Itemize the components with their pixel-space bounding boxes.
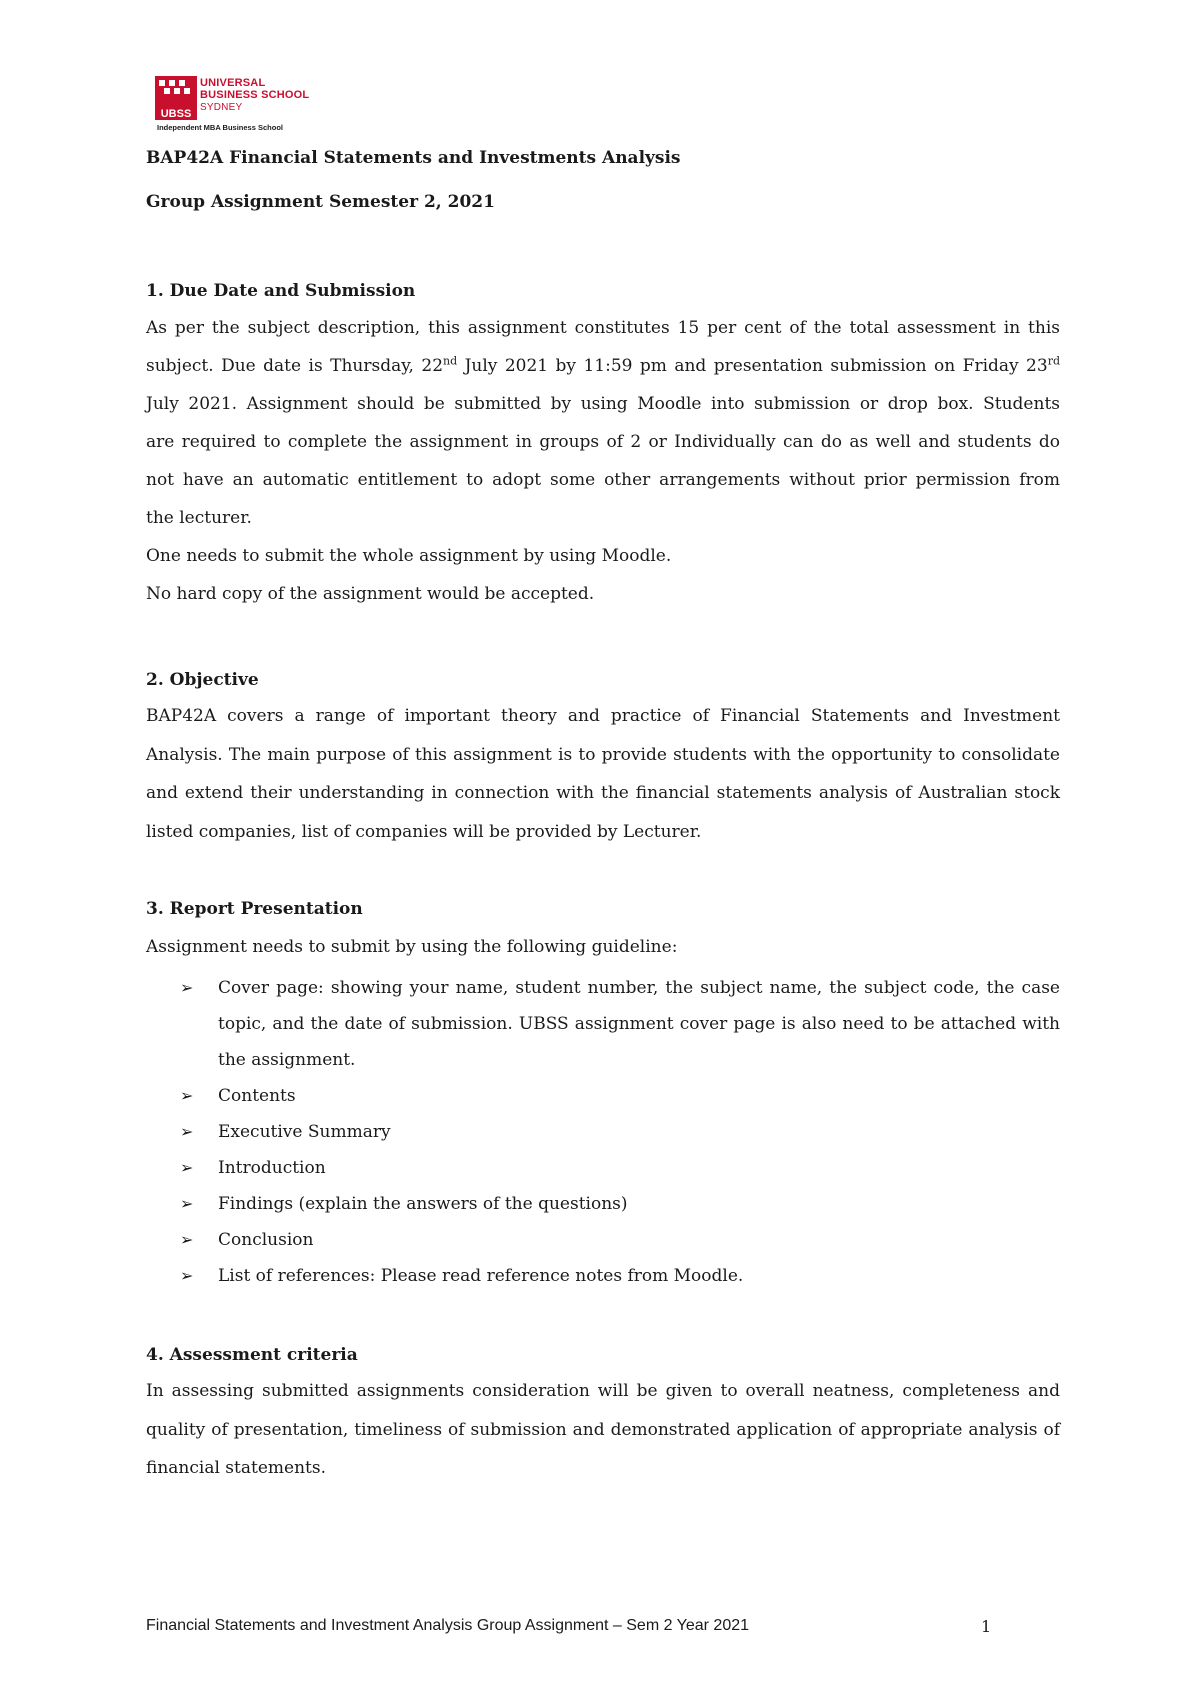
due-line-8: No hard copy of the assignment would be accepted. xyxy=(146,584,595,604)
list-item xyxy=(180,1150,1060,1186)
report-intro: Assignment needs to submit by using the following guideline: xyxy=(146,937,678,957)
due-line-4: are required to complete the assignment in groups of 2 or Individually can do as well and students do xyxy=(146,432,1060,452)
ubss-logo-mark xyxy=(155,76,197,120)
list-item xyxy=(180,970,1060,1078)
objective-body: BAP42A covers a range of important theory and practice of Financial Statements and Investment Analysis. The main purpose of this assignment is to provide students with the opportunity to consolidate and extend their understanding in connection with the financial statements analysis of Australian stock listed companies, list of companies will be provided by Lecturer. xyxy=(146,706,1060,842)
list-item xyxy=(180,1258,1060,1294)
page-footer: Financial Statements and Investment Analysis Group Assignment – Sem 2 Year 2021 xyxy=(146,1617,750,1634)
arrow-bullet-icon: ➢ xyxy=(180,1266,194,1285)
logo-badge: UBSS xyxy=(160,108,192,120)
list-item xyxy=(180,1114,1060,1150)
due-line-7: One needs to submit the whole assignment by using Moodle. xyxy=(146,546,672,566)
list-item-text: List of references: Please read reference notes from Moodle. xyxy=(218,1266,744,1286)
arrow-bullet-icon: ➢ xyxy=(180,1230,194,1249)
logo-line-3: SYDNEY xyxy=(200,102,243,113)
section-heading-criteria: 4. Assessment criteria xyxy=(146,1345,358,1365)
list-item-text: Cover page: showing your name, student number, the subject name, the subject code, the case topic, and the date of submission. UBSS assignment cover page is also need to be attached with the assignment. xyxy=(218,978,1060,1070)
list-item-text: Conclusion xyxy=(218,1230,314,1250)
list-item-text: Contents xyxy=(218,1086,296,1106)
list-item-text: Findings (explain the answers of the questions) xyxy=(218,1194,628,1214)
section-heading-due-date: 1. Due Date and Submission xyxy=(146,281,416,301)
arrow-bullet-icon: ➢ xyxy=(180,1122,194,1141)
document-subtitle: Group Assignment Semester 2, 2021 xyxy=(146,192,495,212)
arrow-bullet-icon: ➢ xyxy=(180,1194,194,1213)
arrow-bullet-icon: ➢ xyxy=(180,1086,194,1105)
list-item xyxy=(180,1222,1060,1258)
logo-line-2: BUSINESS SCHOOL xyxy=(200,89,310,101)
page-number: 1 xyxy=(981,1617,992,1636)
logo-line-1: UNIVERSAL xyxy=(200,77,266,89)
document-title: BAP42A Financial Statements and Investments Analysis xyxy=(146,148,681,168)
list-item-text: Executive Summary xyxy=(218,1122,391,1142)
due-line-2: subject. Due date is Thursday, 22nd July 2021 by 11:59 pm and presentation submission on Friday 23rd xyxy=(146,354,1061,376)
section-heading-report: 3. Report Presentation xyxy=(146,899,363,919)
due-line-5: not have an automatic entitlement to adopt some other arrangements without prior permission from xyxy=(146,470,1060,490)
due-line-1: As per the subject description, this assignment constitutes 15 per cent of the total assessment in this xyxy=(146,318,1060,338)
criteria-body: In assessing submitted assignments consideration will be given to overall neatness, completeness and quality of presentation, timeliness of submission and demonstrated application of appropriate analysis of financial statements. xyxy=(146,1381,1060,1478)
logo-tagline: Independent MBA Business School xyxy=(157,123,283,132)
report-guideline-list xyxy=(180,970,1060,1294)
arrow-bullet-icon: ➢ xyxy=(180,1158,194,1177)
list-item xyxy=(180,1186,1060,1222)
due-line-6: the lecturer. xyxy=(146,508,252,528)
section-heading-objective: 2. Objective xyxy=(146,670,259,690)
ubss-logo xyxy=(155,76,355,134)
list-item-text: Introduction xyxy=(218,1158,326,1178)
arrow-bullet-icon: ➢ xyxy=(180,978,194,997)
due-line-3: July 2021. Assignment should be submitted by using Moodle into submission or drop box. Students xyxy=(146,394,1060,414)
list-item xyxy=(180,1078,1060,1114)
